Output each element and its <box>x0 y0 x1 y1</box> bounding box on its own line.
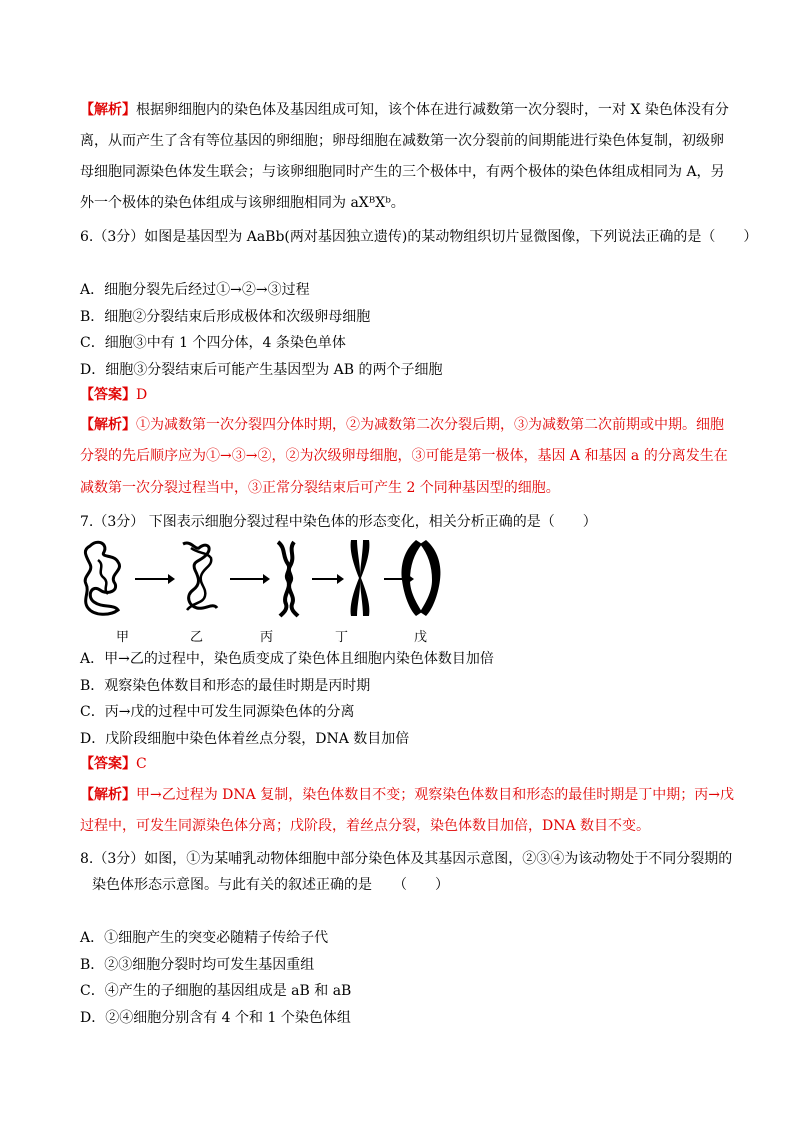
figure-label-jia: 甲 <box>116 630 130 645</box>
figure-label-wu: 戊 <box>414 630 428 645</box>
q6-answer-value: D <box>136 387 148 403</box>
q7-option-b: B．观察染色体数目和形态的最佳时期是丙时期 <box>80 678 371 694</box>
q6-option-b: B．细胞②分裂结束后形成极体和次级卵母细胞 <box>80 309 371 325</box>
q7-answer-value: C <box>136 756 147 772</box>
q6-option-d: D．细胞③分裂结束后可能产生基因型为 AB 的两个子细胞 <box>80 362 443 378</box>
chromosome-stage-bing <box>270 538 304 618</box>
q6-option-c: C．细胞③中有 1 个四分体，4 条染色单体 <box>80 335 346 351</box>
q5-analysis-line-1: 【解析】根据卵细胞内的染色体及基因组成可知，该个体在进行减数第一次分裂时，一对 X 染色体没有分 <box>80 102 729 118</box>
figure-label-yi: 乙 <box>190 630 204 645</box>
q8-stem-line-1: 8.（3分）如图，①为某哺乳动物体细胞中部分染色体及其基因示意图，②③④为该动物处于不同分裂期的 <box>80 851 733 867</box>
arrow-icon <box>230 578 268 580</box>
q6-option-a: A．细胞分裂先后经过①→②→③过程 <box>80 282 310 298</box>
q6-stem: 6.（3分）如图是基因型为 AaBb(两对基因独立遗传)的某动物组织切片显微图像，下列说法正确的是（ ） <box>80 229 758 245</box>
q6-analysis-line-3: 减数第一次分裂过程当中，③正常分裂结束后可产生 2 个同种基因型的细胞。 <box>80 480 560 496</box>
q7-option-d: D．戊阶段细胞中染色体着丝点分裂，DNA 数目加倍 <box>80 731 410 747</box>
q5-analysis-line-3: 母细胞同源染色体发生联会；与该卵细胞同时产生的三个极体中，有两个极体的染色体组成相同为 A，另 <box>80 164 725 180</box>
q7-option-a: A．甲→乙的过程中，染色质变成了染色体且细胞内染色体数目加倍 <box>80 651 494 667</box>
figure-label-ding: 丁 <box>335 630 349 645</box>
figure-label-bing: 丙 <box>260 630 274 645</box>
q6-answer: 【答案】D <box>80 387 148 403</box>
q7-option-c: C．丙→戊的过程中可发生同源染色体的分离 <box>80 704 355 720</box>
q6-analysis-line-1: 【解析】①为减数第一次分裂四分体时期，②为减数第二次分裂后期，③为减数第二次前期或中期。细胞 <box>80 417 724 433</box>
q5-analysis-line-4: 外一个极体的染色体组成与该卵细胞相同为 aXᴮXᵇ。 <box>80 195 405 211</box>
q7-stem: 7.（3分） 下图表示细胞分裂过程中染色体的形态变化，相关分析正确的是（ ） <box>80 514 597 530</box>
chromosome-stage-yi <box>177 538 223 618</box>
q8-stem-line-2: 染色体形态示意图。与此有关的叙述正确的是 （ ） <box>92 877 449 893</box>
q7-analysis-line-1: 【解析】甲→乙过程为 DNA 复制，染色体数目不变；观察染色体数目和形态的最佳时期是丁中期；丙→戊 <box>80 787 734 803</box>
q8-option-a: A．①细胞产生的突变必随精子传给子代 <box>80 930 329 946</box>
chromosome-morphology-figure <box>80 538 440 650</box>
q7-answer: 【答案】C <box>80 756 147 772</box>
q7-analysis-line-2: 过程中，可发生同源染色体分离；戊阶段，着丝点分裂，染色体数目加倍，DNA 数目不变。 <box>80 818 651 834</box>
q5-analysis-line-2: 离，从而产生了含有等位基因的卵细胞；卵母细胞在减数第一次分裂前的间期能进行染色体复制，初级卵 <box>80 133 724 149</box>
arrow-icon <box>312 578 342 580</box>
q5-analysis-tag: 【解析】 <box>80 102 136 118</box>
q6-analysis-line-2: 分裂的先后顺序应为①→③→②，②为次级卵母细胞，③可能是第一极体，基因 A 和基因 a 的分离发生在 <box>80 448 728 464</box>
arrow-icon <box>135 578 173 580</box>
chromosome-stage-ding <box>345 538 375 618</box>
q8-option-c: C．④产生的子细胞的基因组成是 aB 和 aB <box>80 983 352 999</box>
q8-option-d: D．②④细胞分别含有 4 个和 1 个染色体组 <box>80 1010 351 1026</box>
q8-option-b: B．②③细胞分裂时均可发生基因重组 <box>80 957 315 973</box>
chromatin-stage-jia <box>80 538 130 618</box>
chromosome-stage-wu <box>398 536 444 620</box>
